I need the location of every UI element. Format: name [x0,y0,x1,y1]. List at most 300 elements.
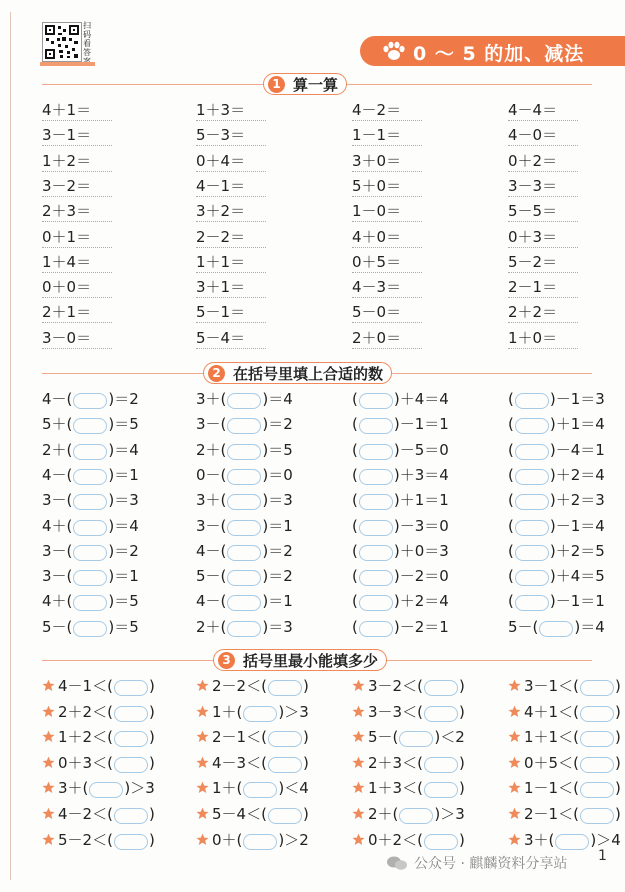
answer-blank[interactable] [359,418,393,434]
answer-blank[interactable] [73,545,107,561]
answer-blank[interactable] [515,469,549,485]
answer-blank[interactable] [515,570,549,586]
exercise-item[interactable] [352,778,465,800]
exercise-text-before: 4－3＜( [212,753,267,772]
answer-blank[interactable] [580,706,614,722]
exercise-text-before: ( [508,516,514,535]
exercise-text: 1－0＝ [352,202,402,221]
star-icon [42,756,55,769]
answer-line[interactable] [352,145,422,146]
answer-line[interactable] [42,247,112,248]
exercise-text-before: 2＋2＜( [58,702,113,721]
answer-blank[interactable] [580,782,614,798]
exercise-text-after: ) [614,805,621,823]
answer-line[interactable] [352,322,422,323]
answer-line[interactable] [352,171,422,172]
answer-line[interactable] [42,145,112,146]
exercise-text-after: ) [458,779,465,798]
exercise-text-after: )＝5 [108,617,139,636]
exercise-text: 1＋4＝ [42,252,92,271]
answer-blank[interactable] [73,393,107,409]
answer-line[interactable] [352,272,422,273]
exercise-text-before: ( [352,491,358,510]
exercise-text-before: 4－( [42,465,73,484]
exercise-item[interactable] [196,778,309,800]
exercise-text: 0＋5＝ [352,252,402,271]
exercise-item[interactable] [196,702,309,724]
exercise-text-before: 1＋2＜( [58,728,113,747]
exercise-text-before: ( [352,390,358,408]
exercise-item [196,125,245,147]
exercise-text: 3－3＝ [508,176,558,195]
answer-line[interactable] [196,272,266,273]
answer-blank[interactable] [359,595,393,611]
answer-line[interactable] [352,247,422,248]
exercise-text-before: 2－1＜( [524,805,579,823]
answer-line[interactable] [196,120,266,121]
answer-blank[interactable] [268,757,302,773]
exercise-item[interactable] [42,490,139,512]
exercise-item[interactable] [508,753,621,775]
exercise-item[interactable] [352,541,449,563]
star-icon [508,833,521,846]
answer-blank[interactable] [359,520,393,536]
answer-blank[interactable] [73,621,107,637]
exercise-text-before: 4－( [42,390,73,408]
star-icon [352,781,365,794]
exercise-item[interactable] [196,727,309,749]
answer-line[interactable] [42,322,112,323]
exercise-text-after: )＞3 [124,779,155,798]
exercise-item[interactable] [196,591,293,613]
exercise-text-before: 3－( [42,541,73,560]
exercise-item[interactable] [352,702,465,724]
exercise-item[interactable] [42,830,155,852]
qr-code[interactable] [42,22,82,62]
exercise-item[interactable] [352,440,449,462]
exercise-item[interactable] [42,778,155,800]
answer-blank[interactable] [114,706,148,722]
exercise-text-before: 4－( [196,592,227,611]
exercise-text-after: ) [148,702,155,721]
star-icon [508,781,521,794]
section-title: 括号里最小能填多少 [243,651,379,670]
exercise-item[interactable] [196,465,293,487]
answer-blank[interactable] [73,570,107,586]
exercise-item[interactable] [42,541,139,563]
exercise-text: 3－2＝ [42,176,92,195]
exercise-text-before: 2＋( [196,617,227,636]
answer-line[interactable] [508,348,578,349]
exercise-text-before: 3＋( [196,390,227,408]
exercise-item [508,302,557,324]
exercise-text-after: ) [148,677,155,695]
exercise-text-after: ) [148,805,155,823]
answer-blank[interactable] [89,782,123,798]
answer-blank[interactable] [268,731,302,747]
exercise-text-after: )＝5 [108,415,139,434]
exercise-text-after: )＝4 [108,516,139,535]
answer-blank[interactable] [359,545,393,561]
star-icon [42,781,55,794]
exercise-text: 1－1＝ [352,126,402,145]
answer-blank[interactable] [580,757,614,773]
answer-blank[interactable] [515,444,549,460]
answer-blank[interactable] [359,469,393,485]
exercise-text-after: ) [302,728,309,747]
answer-blank[interactable] [359,444,393,460]
exercise-item [508,328,557,350]
answer-blank[interactable] [73,494,107,510]
star-icon [196,833,209,846]
star-icon [352,833,365,846]
exercise-item [42,201,91,223]
answer-line[interactable] [352,196,422,197]
answer-blank[interactable] [73,595,107,611]
exercise-text-before: ( [508,440,514,459]
answer-blank[interactable] [515,494,549,510]
answer-blank[interactable] [73,444,107,460]
answer-line[interactable] [508,120,578,121]
exercise-text-after: )－3＝0 [393,516,449,535]
star-icon [196,679,209,692]
exercise-text-before: 5－2＜( [58,830,113,849]
exercise-item[interactable] [508,591,605,613]
section-number: 3 [218,652,235,669]
exercise-item [196,277,245,299]
answer-blank[interactable] [227,469,261,485]
answer-blank[interactable] [227,520,261,536]
exercise-text-after: )＝1 [262,516,293,535]
answer-blank[interactable] [539,621,573,637]
answer-blank[interactable] [424,706,458,722]
answer-blank[interactable] [73,418,107,434]
exercise-item[interactable] [508,778,621,800]
exercise-item[interactable] [42,617,139,639]
exercise-item[interactable] [42,465,139,487]
exercise-text-after: ) [148,830,155,849]
exercise-text-after: ) [302,753,309,772]
answer-blank[interactable] [114,680,148,696]
exercise-text-after: )－4＝1 [549,440,605,459]
star-icon [352,705,365,718]
exercise-item[interactable] [196,541,293,563]
answer-blank[interactable] [580,680,614,696]
exercise-item[interactable] [508,676,621,698]
exercise-text: 5－1＝ [196,303,246,322]
exercise-item[interactable] [352,591,449,613]
exercise-item[interactable] [352,414,449,436]
answer-blank[interactable] [515,520,549,536]
answer-line[interactable] [508,247,578,248]
exercise-item[interactable] [42,516,139,538]
exercise-item[interactable] [196,389,293,411]
exercise-text: 3＋1＝ [196,278,246,297]
exercise-item[interactable] [196,440,293,462]
answer-blank[interactable] [424,782,458,798]
exercise-item[interactable] [352,566,449,588]
exercise-item[interactable] [508,804,621,826]
star-icon [352,807,365,820]
watermark-text: 公众号 · 麒麟资料分享站 [414,856,568,872]
answer-blank[interactable] [399,731,433,747]
section-title: 在括号里填上合适的数 [233,364,384,383]
answer-line[interactable] [352,221,422,222]
answer-line[interactable] [196,297,266,298]
exercise-text: 4－0＝ [508,126,558,145]
exercise-item[interactable] [42,591,139,613]
exercise-text-before: 2＋3＜( [368,753,423,772]
answer-blank[interactable] [227,595,261,611]
answer-blank[interactable] [515,418,549,434]
exercise-item[interactable] [196,617,293,639]
exercise-text-after: ) [148,753,155,772]
exercise-item[interactable] [508,617,605,639]
exercise-item[interactable] [42,389,139,411]
exercise-item [196,176,245,198]
exercise-text-before: 0＋( [212,830,243,849]
exercise-item[interactable] [352,490,449,512]
exercise-text-after: )－2＝0 [393,567,449,586]
exercise-text-after: ) [614,728,621,747]
answer-line[interactable] [508,171,578,172]
exercise-text: 1＋3＝ [196,101,246,119]
exercise-text-after: ) [302,805,309,823]
exercise-text-after: )＝3 [262,617,293,636]
exercise-item[interactable] [508,414,605,436]
exercise-text: 0＋0＝ [42,278,92,297]
exercise-item[interactable] [196,414,293,436]
exercise-item [508,151,557,173]
answer-blank[interactable] [424,757,458,773]
exercise-item[interactable] [508,727,621,749]
answer-line[interactable] [42,297,112,298]
exercise-text-after: )＜2 [434,728,465,747]
answer-blank[interactable] [555,834,589,850]
exercise-text: 4－1＝ [196,176,246,195]
exercise-item[interactable] [196,830,309,852]
exercise-text-before: ( [352,567,358,586]
answer-line[interactable] [508,272,578,273]
exercise-text: 2＋2＝ [508,303,558,322]
exercise-item [42,125,91,147]
answer-blank[interactable] [73,469,107,485]
answer-blank[interactable] [359,393,393,409]
answer-line[interactable] [508,297,578,298]
answer-blank[interactable] [399,808,433,824]
exercise-item[interactable] [352,465,449,487]
exercise-text-after: )＝3 [108,491,139,510]
exercise-item [508,277,557,299]
exercise-item[interactable] [352,516,449,538]
exercise-item[interactable] [352,617,449,639]
answer-blank[interactable] [227,570,261,586]
exercise-item[interactable] [196,804,309,826]
exercise-item[interactable] [42,676,155,698]
answer-blank[interactable] [114,757,148,773]
answer-line[interactable] [42,120,112,121]
exercise-text-before: 5－( [368,728,399,747]
exercise-item[interactable] [196,516,293,538]
answer-line[interactable] [352,297,422,298]
exercise-text-after: ) [458,753,465,772]
answer-blank[interactable] [114,834,148,850]
exercise-text-before: 0＋5＜( [524,753,579,772]
answer-blank[interactable] [359,494,393,510]
exercise-text-before: ( [508,465,514,484]
exercise-item[interactable] [42,414,139,436]
answer-line[interactable] [352,348,422,349]
answer-line[interactable] [42,221,112,222]
exercise-item[interactable] [508,440,605,462]
exercise-item[interactable] [196,676,309,698]
exercise-item[interactable] [352,389,449,411]
exercise-text-before: 2－2＜( [212,677,267,695]
exercise-item[interactable] [42,440,139,462]
exercise-item [508,176,557,198]
qr-label: 扫码看答 [83,21,91,57]
exercise-item[interactable] [352,804,465,826]
answer-line[interactable] [196,145,266,146]
answer-blank[interactable] [515,393,549,409]
star-icon [352,756,365,769]
answer-line[interactable] [42,196,112,197]
answer-blank[interactable] [580,731,614,747]
answer-blank[interactable] [227,444,261,460]
answer-line[interactable] [42,171,112,172]
exercise-item[interactable] [508,389,605,411]
exercise-text: 5＋0＝ [352,176,402,195]
answer-blank[interactable] [73,520,107,536]
answer-line[interactable] [196,322,266,323]
exercise-item [352,151,401,173]
answer-line[interactable] [196,348,266,349]
answer-blank[interactable] [227,418,261,434]
answer-blank[interactable] [227,621,261,637]
answer-blank[interactable] [515,545,549,561]
exercise-item[interactable] [508,516,605,538]
exercise-text: 4＋0＝ [352,227,402,246]
answer-blank[interactable] [424,680,458,696]
answer-line[interactable] [508,196,578,197]
star-icon [196,807,209,820]
answer-blank[interactable] [243,782,277,798]
exercise-item[interactable] [508,490,605,512]
exercise-item[interactable] [352,676,465,698]
answer-blank[interactable] [243,834,277,850]
exercise-item[interactable] [508,465,605,487]
exercise-text-after: )＋2＝5 [549,541,605,560]
exercise-text-after: )＝4 [574,617,605,636]
answer-blank[interactable] [359,621,393,637]
answer-blank[interactable] [227,545,261,561]
exercise-text-before: 3＋( [58,779,89,798]
answer-line[interactable] [352,120,422,121]
exercise-item[interactable] [508,566,605,588]
answer-blank[interactable] [359,570,393,586]
exercise-text-after: )＝0 [262,465,293,484]
exercise-item[interactable] [196,566,293,588]
exercise-text-after: )－1＝1 [549,592,605,611]
exercise-item[interactable] [42,804,155,826]
exercise-text-before: 5－( [508,617,539,636]
answer-line[interactable] [196,196,266,197]
exercise-text: 0＋4＝ [196,151,246,170]
answer-line[interactable] [508,221,578,222]
answer-line[interactable] [196,171,266,172]
exercise-item[interactable] [196,753,309,775]
exercise-text: 1＋0＝ [508,328,558,347]
answer-blank[interactable] [227,393,261,409]
exercise-item [196,302,245,324]
exercise-text-before: 2－1＜( [212,728,267,747]
star-icon [352,730,365,743]
exercise-item[interactable] [42,753,155,775]
exercise-item[interactable] [42,566,139,588]
exercise-text-after: )＋4＝4 [393,390,449,408]
answer-blank[interactable] [114,731,148,747]
exercise-text-after: )－1＝4 [549,516,605,535]
exercise-text-before: ( [352,541,358,560]
answer-line[interactable] [196,221,266,222]
exercise-item[interactable] [508,541,605,563]
exercise-text-after: )＞4 [590,830,621,849]
star-icon [42,807,55,820]
exercise-text-after: ) [614,779,621,798]
exercise-item [508,125,557,147]
answer-blank[interactable] [114,808,148,824]
exercise-item[interactable] [42,702,155,724]
answer-blank[interactable] [227,494,261,510]
exercise-text-after: )＝2 [262,567,293,586]
exercise-text: 4－4＝ [508,101,558,119]
answer-line[interactable] [42,272,112,273]
exercise-item [352,100,401,122]
exercise-text-before: 4－1＜( [58,677,113,695]
answer-line[interactable] [196,247,266,248]
exercise-item[interactable] [42,727,155,749]
exercise-item [508,201,557,223]
answer-blank[interactable] [424,834,458,850]
exercise-item[interactable] [352,727,465,749]
exercise-text-after: )＝2 [262,415,293,434]
exercise-text: 0＋2＝ [508,151,558,170]
exercise-text-after: )＝3 [262,491,293,510]
answer-line[interactable] [508,145,578,146]
answer-line[interactable] [42,348,112,349]
exercise-text-after: )＝5 [108,592,139,611]
answer-blank[interactable] [243,706,277,722]
exercise-text-after: )－2＝1 [393,617,449,636]
answer-blank[interactable] [268,808,302,824]
exercise-item[interactable] [196,490,293,512]
answer-blank[interactable] [515,595,549,611]
answer-line[interactable] [508,322,578,323]
exercise-item[interactable] [352,753,465,775]
star-icon [42,833,55,846]
star-icon [352,679,365,692]
exercise-text-after: ) [458,702,465,721]
exercise-item[interactable] [352,830,465,852]
answer-blank[interactable] [268,680,302,696]
answer-blank[interactable] [580,808,614,824]
exercise-item [42,176,91,198]
exercise-text-before: 0＋2＜( [368,830,423,849]
exercise-text-before: 5－( [42,617,73,636]
exercise-item[interactable] [508,702,621,724]
star-icon [508,807,521,820]
exercise-text-after: )＋2＝4 [393,592,449,611]
